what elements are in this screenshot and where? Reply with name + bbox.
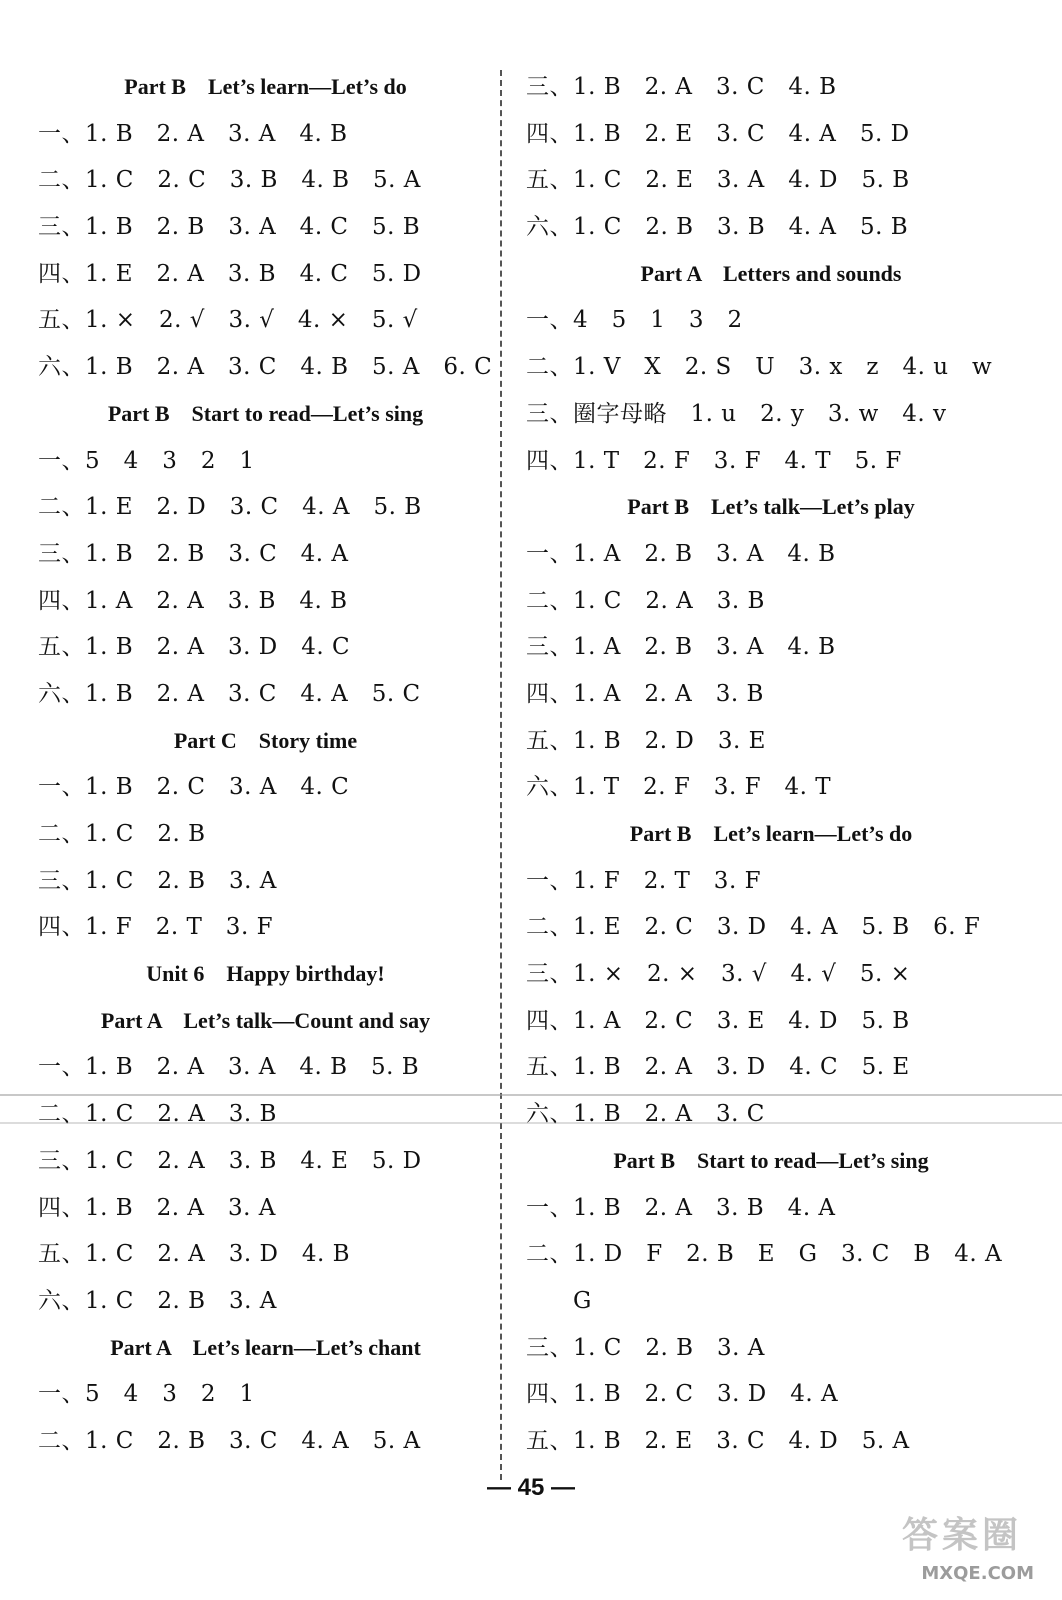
answer-line: 一、4 5 1 3 2 [526, 307, 743, 334]
answer-line: 一、1. B 2. A 3. B 4. A [526, 1194, 836, 1221]
answer-line: 二、1. C 2. A 3. B [38, 1101, 277, 1128]
answer-line: 五、1. B 2. A 3. D 4. C [38, 634, 351, 661]
left-column [38, 64, 493, 1465]
answer-line: 四、1. E 2. A 3. B 4. C 5. D [38, 260, 422, 287]
answer-line: 五、1. C 2. E 3. A 4. D 5. B [526, 167, 910, 194]
answer-line: 三、1. B 2. B 3. A 4. C 5. B [38, 214, 421, 241]
answer-line: 二、1. C 2. A 3. B [526, 587, 765, 614]
answer-line: 一、5 4 3 2 1 [38, 1381, 255, 1408]
section-heading: Unit 6 Happy birthday! [146, 961, 385, 987]
answer-line: 二、1. D F 2. B E G 3. C B 4. A [526, 1241, 1003, 1268]
answer-line: 一、5 4 3 2 1 [38, 447, 255, 474]
answer-line: 二、1. C 2. B [38, 821, 206, 847]
answer-line: 五、1. C 2. A 3. D 4. B [38, 1241, 351, 1268]
section-heading: Part B Let’s learn—Let’s do [629, 821, 913, 846]
answer-line: 二、1. V X 2. S U 3. x z 4. u w [526, 354, 993, 381]
answer-line: 六、1. B 2. A 3. C 4. B 5. A 6. C [38, 354, 493, 381]
answer-line: 三、1. B 2. A 3. C 4. B [526, 74, 837, 100]
section-heading: Part C Story time [173, 727, 358, 753]
answer-line: 四、1. A 2. C 3. E 4. D 5. B [526, 1007, 910, 1034]
answer-line: 六、1. B 2. A 3. C [526, 1101, 765, 1128]
section-heading: Part B Start to read—Let’s sing [613, 1147, 929, 1173]
section-heading: Part B Start to read—Let’s sing [107, 400, 424, 426]
answer-line: 五、1. B 2. A 3. D 4. C 5. E [526, 1054, 910, 1081]
column-divider [500, 70, 502, 1480]
answer-line: 一、1. F 2. T 3. F [526, 867, 762, 894]
answer-line: 六、1. B 2. A 3. C 4. A 5. C [38, 680, 421, 707]
answer-line: 二、1. C 2. C 3. B 4. B 5. A [38, 167, 421, 194]
answer-line: 三、1. C 2. B 3. A [38, 867, 277, 894]
watermark-url: MXQE.COM [921, 1563, 1034, 1584]
answer-line: 四、1. A 2. A 3. B [526, 680, 764, 707]
answer-line: 一、1. B 2. C 3. A 4. C [38, 774, 350, 801]
answer-line: 四、1. B 2. C 3. D 4. A [526, 1381, 839, 1408]
answer-line: 三、1. A 2. B 3. A 4. B [526, 634, 836, 661]
section-heading: Part B Let’s talk—Let’s play [627, 494, 915, 520]
answer-line: G [526, 1287, 592, 1314]
answer-line: 一、1. A 2. B 3. A 4. B [526, 540, 836, 567]
section-heading: Part B Let’s learn—Let’s do [124, 74, 407, 99]
answer-line: 三、1. × 2. × 3. √ 4. √ 5. × [526, 961, 911, 988]
answer-line: 一、1. B 2. A 3. A 4. B [38, 120, 348, 147]
answer-line: 二、1. E 2. D 3. C 4. A 5. B [38, 494, 422, 521]
answer-line: 三、1. C 2. B 3. A [526, 1334, 765, 1361]
answer-line: 四、1. B 2. A 3. A [38, 1194, 276, 1221]
scan-artifact-line [0, 1122, 1062, 1124]
answer-line: 三、1. B 2. B 3. C 4. A [38, 540, 349, 567]
answer-line: 六、1. T 2. F 3. F 4. T [526, 774, 832, 801]
answer-line: 三、1. C 2. A 3. B 4. E 5. D [38, 1147, 422, 1174]
answer-line: 二、1. E 2. C 3. D 4. A 5. B 6. F [526, 914, 981, 941]
section-heading: Part A Let’s talk—Count and say [100, 1007, 431, 1033]
answer-line: 六、1. C 2. B 3. B 4. A 5. B [526, 214, 909, 241]
answer-line: 四、1. T 2. F 3. F 4. T 5. F [526, 447, 902, 474]
page-number: — 45 — [486, 1474, 576, 1501]
answer-line: 五、1. B 2. E 3. C 4. D 5. A [526, 1427, 910, 1454]
answer-line: 四、1. B 2. E 3. C 4. A 5. D [526, 120, 910, 147]
answer-line: 六、1. C 2. B 3. A [38, 1287, 277, 1314]
answer-line: 四、1. A 2. A 3. B 4. B [38, 587, 348, 614]
answer-line: 四、1. F 2. T 3. F [38, 914, 274, 941]
answer-line: 一、1. B 2. A 3. A 4. B 5. B [38, 1054, 420, 1081]
scan-artifact-line [0, 1094, 1062, 1096]
answer-line: 五、1. × 2. √ 3. √ 4. × 5. √ [38, 307, 418, 334]
answer-line: 二、1. C 2. B 3. C 4. A 5. A [38, 1427, 421, 1454]
answer-line: 五、1. B 2. D 3. E [526, 727, 766, 754]
right-column [526, 64, 1016, 1465]
section-heading: Part A Letters and sounds [640, 260, 902, 286]
answer-line: 三、圈字母略 1. u 2. y 3. w 4. v [526, 400, 947, 427]
section-heading: Part A Let’s learn—Let’s chant [110, 1334, 421, 1360]
watermark-logo-text: 答案圈 [901, 1515, 1022, 1556]
